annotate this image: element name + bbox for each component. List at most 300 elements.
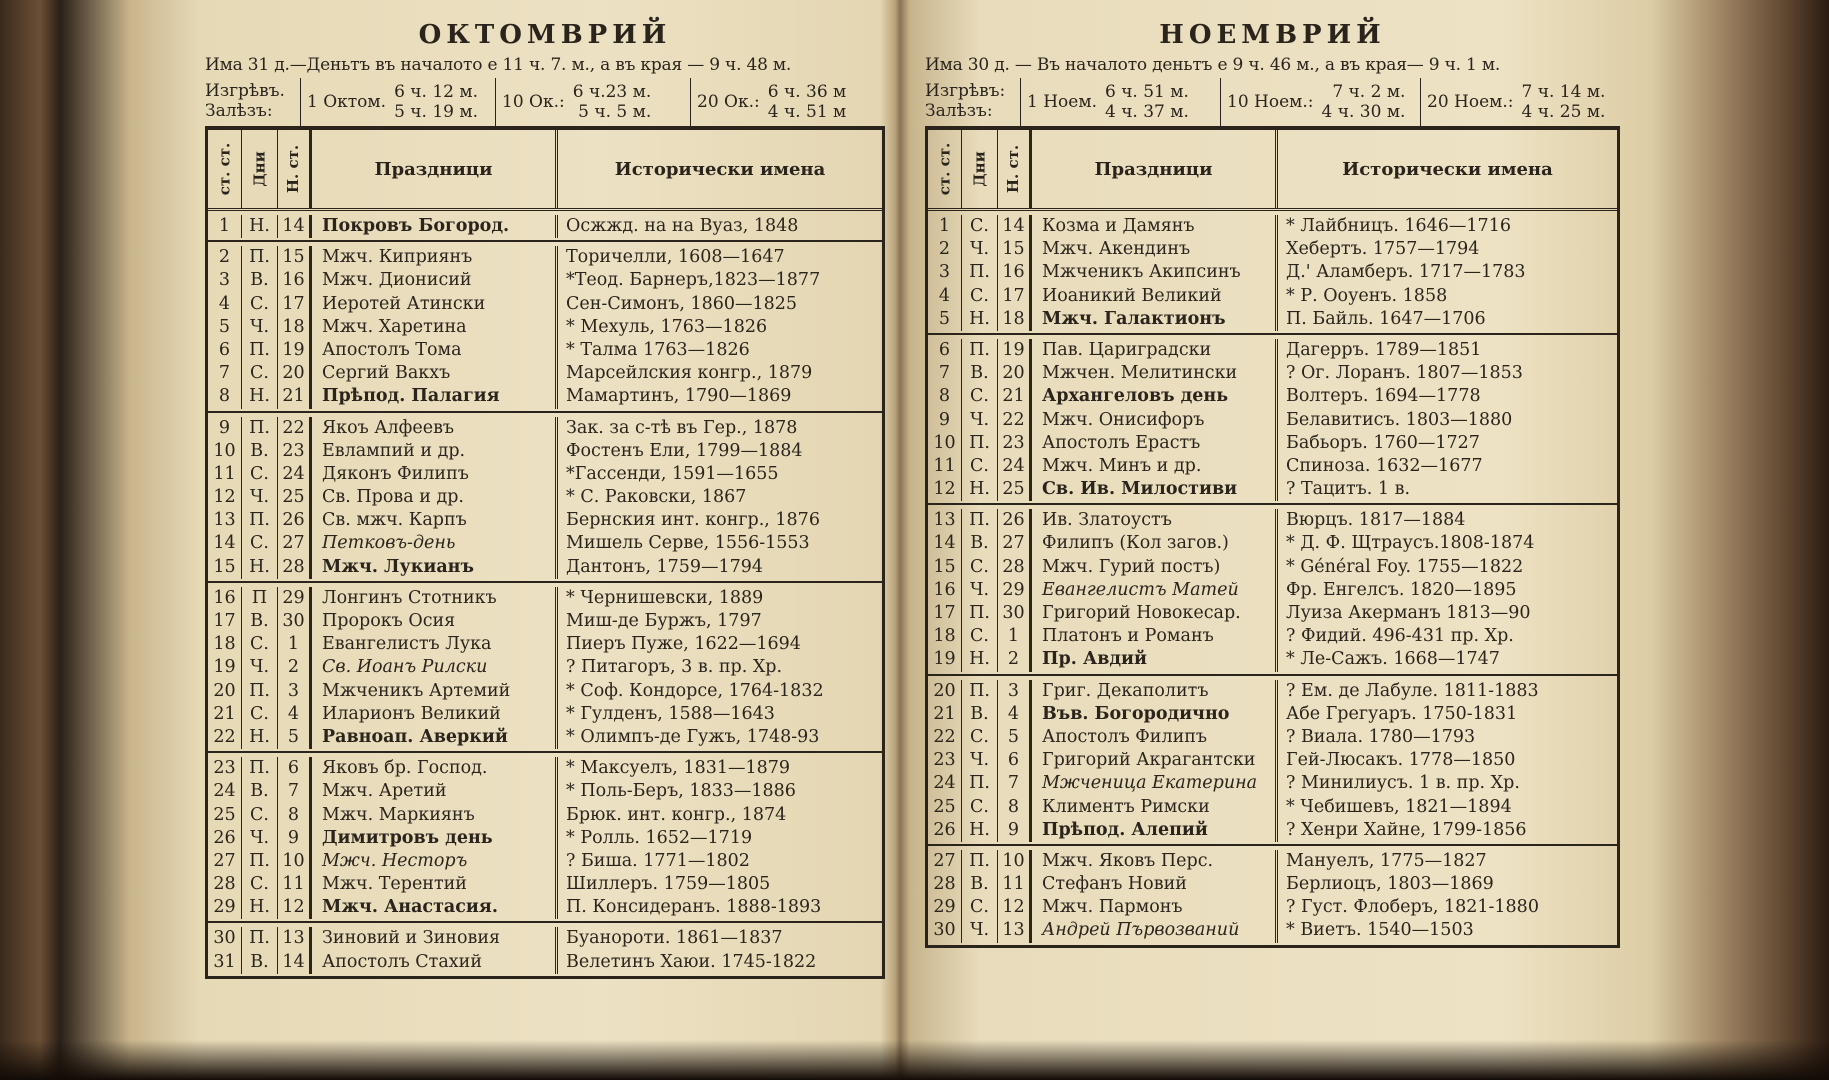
day-number-old: 23 bbox=[998, 432, 1032, 455]
historical-name: * Олимпъ-де Гужъ, 1748-93 bbox=[566, 726, 820, 747]
holiday-name: Св. Иоанъ Рилски bbox=[312, 656, 558, 679]
month-info: Има 30 д. — Въ началото деньтъ е 9 ч. 46 м., а въ края— 9 ч. 1 м. bbox=[925, 55, 1501, 75]
table-header bbox=[208, 130, 882, 211]
holiday-name: Във. Богородично bbox=[1032, 703, 1278, 726]
weekday: С. bbox=[962, 726, 998, 749]
historical-name: Гей-Люсакъ. 1778—1850 bbox=[1286, 750, 1516, 771]
holiday-name: Сергий Вакхъ bbox=[312, 362, 558, 385]
holiday-name: Св. мжч. Карпъ bbox=[312, 509, 558, 532]
table-row bbox=[928, 385, 1617, 408]
table-row bbox=[208, 509, 882, 532]
table-row bbox=[208, 633, 882, 656]
day-number-old: 10 bbox=[278, 850, 312, 873]
day-number-old: 7 bbox=[278, 780, 312, 803]
weekday: Ч. bbox=[962, 919, 998, 942]
sun-cell bbox=[1220, 78, 1420, 126]
table-row bbox=[928, 896, 1617, 919]
day-number-new: 15 bbox=[208, 556, 242, 579]
table-row bbox=[928, 919, 1617, 942]
historical-name: Бабьоръ. 1760—1727 bbox=[1286, 432, 1480, 453]
table-row bbox=[928, 308, 1617, 331]
week-group bbox=[928, 846, 1617, 945]
day-number-old: 28 bbox=[278, 556, 312, 579]
week-group bbox=[928, 211, 1617, 335]
header-holidays: Праздници bbox=[1032, 130, 1278, 208]
table-header bbox=[928, 130, 1617, 211]
day-number-old: 3 bbox=[278, 680, 312, 703]
day-number-new: 8 bbox=[928, 385, 962, 408]
historical-name: * Лайбницъ. 1646—1716 bbox=[1286, 216, 1511, 236]
weekday: Н. bbox=[962, 478, 998, 501]
day-number-new: 17 bbox=[208, 610, 242, 633]
table-row bbox=[208, 316, 882, 339]
right-page-november bbox=[925, 18, 1620, 948]
historical-name: ? Тацитъ. 1 в. bbox=[1286, 479, 1411, 500]
day-number-new: 17 bbox=[928, 602, 962, 625]
day-number-new: 1 bbox=[928, 215, 962, 238]
weekday: В. bbox=[242, 610, 278, 633]
weekday: Н. bbox=[962, 819, 998, 842]
day-number-new: 16 bbox=[208, 587, 242, 610]
day-number-old: 2 bbox=[998, 648, 1032, 671]
weekday: С. bbox=[962, 455, 998, 478]
sunset-time: 4 ч. 51 м bbox=[767, 102, 847, 122]
day-number-old: 14 bbox=[278, 215, 312, 238]
historical-name: Велетинъ Хаюи. 1745-1822 bbox=[566, 951, 817, 972]
weekday: Н. bbox=[962, 648, 998, 671]
historical-name: ? Минилиусъ. 1 в. пр. Хр. bbox=[1286, 773, 1520, 794]
table-body bbox=[928, 211, 1617, 945]
table-row bbox=[928, 749, 1617, 772]
table-row bbox=[928, 362, 1617, 385]
historical-name: Брюк. инт. конгр., 1874 bbox=[566, 804, 787, 825]
day-number-old: 27 bbox=[998, 532, 1032, 555]
table-row bbox=[928, 261, 1617, 284]
day-number-old: 13 bbox=[998, 919, 1032, 942]
day-number-new: 3 bbox=[928, 261, 962, 284]
holiday-name: Св. Прова и др. bbox=[312, 486, 558, 509]
table-row bbox=[928, 556, 1617, 579]
day-number-new: 13 bbox=[208, 509, 242, 532]
weekday: П. bbox=[962, 772, 998, 795]
holiday-name: Мжчен. Мелитински bbox=[1032, 362, 1278, 385]
day-number-old: 4 bbox=[998, 703, 1032, 726]
header-holidays: Праздници bbox=[312, 130, 558, 208]
day-number-new: 13 bbox=[928, 509, 962, 532]
weekday: Ч. bbox=[962, 579, 998, 602]
sunrise-label: Изгрѣвъ. bbox=[205, 81, 285, 101]
holiday-name: Якоъ Алфеевъ bbox=[312, 417, 558, 440]
sun-labels bbox=[205, 78, 300, 126]
day-number-old: 16 bbox=[998, 261, 1032, 284]
historical-name: Шиллеръ. 1759—1805 bbox=[566, 874, 771, 895]
holiday-name: Козма и Дамянъ bbox=[1032, 215, 1278, 238]
holiday-name: Григ. Декаполитъ bbox=[1032, 680, 1278, 703]
day-number-old: 8 bbox=[278, 804, 312, 827]
historical-name: * С. Раковски, 1867 bbox=[566, 487, 747, 508]
holiday-name: Мжч. Несторъ bbox=[312, 850, 558, 873]
table-row bbox=[208, 951, 882, 974]
weekday: Н. bbox=[242, 556, 278, 579]
week-group bbox=[928, 335, 1617, 505]
month-title: ОКТОМВРИЙ bbox=[418, 20, 672, 50]
historical-name: * Д. Ф. Щтраусъ.1808-1874 bbox=[1286, 533, 1535, 554]
table-row bbox=[928, 796, 1617, 819]
day-number-new: 19 bbox=[208, 656, 242, 679]
day-number-new: 4 bbox=[928, 285, 962, 308]
weekday: В. bbox=[962, 703, 998, 726]
week-group bbox=[208, 413, 882, 583]
weekday: Ч. bbox=[242, 316, 278, 339]
holiday-name: Мжч. Акендинъ bbox=[1032, 238, 1278, 261]
holiday-name: Апостолъ Ерастъ bbox=[1032, 432, 1278, 455]
holiday-name: Григорий Новокесар. bbox=[1032, 602, 1278, 625]
day-number-new: 16 bbox=[928, 579, 962, 602]
weekday: П. bbox=[962, 432, 998, 455]
day-number-new: 25 bbox=[208, 804, 242, 827]
holiday-name: Иларионъ Великий bbox=[312, 703, 558, 726]
historical-name: * Гулденъ, 1588—1643 bbox=[566, 703, 775, 724]
holiday-name: Апостолъ Стахий bbox=[312, 951, 558, 974]
weekday: С. bbox=[962, 385, 998, 408]
day-number-new: 22 bbox=[208, 726, 242, 749]
historical-name: ? Виала. 1780—1793 bbox=[1286, 726, 1476, 747]
weekday: С. bbox=[242, 293, 278, 316]
historical-name: ? Ем. де Лабуле. 1811-1883 bbox=[1286, 680, 1539, 701]
week-group bbox=[208, 211, 882, 242]
day-number-new: 21 bbox=[928, 703, 962, 726]
historical-name: ? Биша. 1771—1802 bbox=[566, 850, 750, 871]
header-new-style: ст. ст. bbox=[208, 130, 242, 208]
historical-name: Берлиоцъ, 1803—1869 bbox=[1286, 874, 1494, 895]
historical-name: Торичелли, 1608—1647 bbox=[566, 247, 785, 268]
day-number-new: 2 bbox=[928, 238, 962, 261]
historical-name: Спиноза. 1632—1677 bbox=[1286, 455, 1483, 476]
day-number-old: 11 bbox=[278, 873, 312, 896]
header-days: Дни bbox=[242, 130, 278, 208]
holiday-name: Пав. Цариградски bbox=[1032, 339, 1278, 362]
day-number-new: 30 bbox=[208, 927, 242, 950]
day-number-new: 29 bbox=[928, 896, 962, 919]
sunset-time: 4 ч. 25 м. bbox=[1521, 102, 1606, 122]
historical-name: Марсейлския конгр., 1879 bbox=[566, 363, 813, 384]
table-row bbox=[208, 726, 882, 749]
weekday: Н. bbox=[242, 726, 278, 749]
day-number-new: 11 bbox=[208, 463, 242, 486]
historical-name: *Гассенди, 1591—1655 bbox=[566, 463, 779, 484]
sun-date: 1 Октом. bbox=[307, 92, 387, 112]
historical-name: П. Консидеранъ. 1888-1893 bbox=[566, 897, 822, 918]
weekday: П. bbox=[962, 261, 998, 284]
table-row bbox=[208, 463, 882, 486]
sunrise-time: 7 ч. 14 м. bbox=[1521, 82, 1606, 102]
weekday: П. bbox=[242, 246, 278, 269]
weekday: С. bbox=[242, 633, 278, 656]
historical-name: Миш-де Буржъ, 1797 bbox=[566, 611, 762, 631]
day-number-old: 20 bbox=[278, 362, 312, 385]
historical-name: * Талма 1763—1826 bbox=[566, 339, 750, 360]
day-number-new: 20 bbox=[208, 680, 242, 703]
day-number-new: 10 bbox=[208, 440, 242, 463]
table-row bbox=[208, 703, 882, 726]
header-old-style: Н. ст. bbox=[278, 130, 312, 208]
day-number-new: 15 bbox=[928, 556, 962, 579]
day-number-new: 11 bbox=[928, 455, 962, 478]
sun-cell bbox=[495, 78, 690, 126]
day-number-old: 19 bbox=[998, 339, 1032, 362]
day-number-old: 18 bbox=[998, 308, 1032, 331]
historical-name: ? Фидий. 496-431 пр. Хр. bbox=[1286, 626, 1514, 647]
day-number-new: 5 bbox=[928, 308, 962, 331]
day-number-old: 30 bbox=[998, 602, 1032, 625]
table-row bbox=[928, 509, 1617, 532]
holiday-name: Мжч. Харетина bbox=[312, 316, 558, 339]
day-number-new: 10 bbox=[928, 432, 962, 455]
weekday: В. bbox=[242, 780, 278, 803]
day-number-new: 27 bbox=[928, 850, 962, 873]
day-number-new: 20 bbox=[928, 680, 962, 703]
historical-name: * Поль-Беръ, 1833—1886 bbox=[566, 781, 796, 802]
holiday-name: Мжченица Екатерина bbox=[1032, 772, 1278, 795]
day-number-old: 17 bbox=[998, 285, 1032, 308]
sunset-label: Залѣзъ: bbox=[925, 101, 993, 121]
day-number-new: 7 bbox=[208, 362, 242, 385]
day-number-new: 23 bbox=[928, 749, 962, 772]
holiday-name: Андрей Първозваний bbox=[1032, 919, 1278, 942]
historical-name: * Р. Ооуенъ. 1858 bbox=[1286, 285, 1448, 306]
historical-name: Д.' Аламберъ. 1717—1783 bbox=[1286, 262, 1526, 283]
day-number-old: 30 bbox=[278, 610, 312, 633]
day-number-old: 9 bbox=[998, 819, 1032, 842]
holiday-name: Мжч. Онисифоръ bbox=[1032, 409, 1278, 432]
holiday-name: Димитровъ день bbox=[312, 827, 558, 850]
day-number-new: 6 bbox=[208, 339, 242, 362]
day-number-new: 12 bbox=[928, 478, 962, 501]
table-row bbox=[928, 680, 1617, 703]
historical-name: Луиза Акерманъ 1813—90 bbox=[1286, 603, 1531, 623]
day-number-new: 30 bbox=[928, 919, 962, 942]
holiday-name: Апостолъ Филипъ bbox=[1032, 726, 1278, 749]
historical-name: ? Ог. Лоранъ. 1807—1853 bbox=[1286, 363, 1523, 384]
weekday: В. bbox=[962, 362, 998, 385]
day-number-old: 1 bbox=[998, 625, 1032, 648]
day-number-new: 12 bbox=[208, 486, 242, 509]
table-row bbox=[208, 896, 882, 919]
historical-name: Волтеръ. 1694—1778 bbox=[1286, 386, 1481, 407]
table-row bbox=[928, 215, 1617, 238]
day-number-old: 15 bbox=[278, 246, 312, 269]
historical-name: * Général Foy. 1755—1822 bbox=[1286, 556, 1524, 577]
day-number-old: 5 bbox=[998, 726, 1032, 749]
day-number-new: 18 bbox=[208, 633, 242, 656]
holiday-name: Покровъ Богород. bbox=[312, 215, 558, 238]
historical-name: * Мехуль, 1763—1826 bbox=[566, 316, 768, 337]
table-row bbox=[208, 246, 882, 269]
sunset-label: Залѣзъ: bbox=[205, 101, 273, 121]
sun-cell bbox=[690, 78, 885, 126]
weekday: Ч. bbox=[962, 238, 998, 261]
header-historical: Исторически имена bbox=[614, 158, 826, 180]
weekday: Ч. bbox=[242, 486, 278, 509]
table-row bbox=[208, 293, 882, 316]
sunset-time: 5 ч. 5 м. bbox=[578, 102, 652, 122]
holiday-name: Евлампий и др. bbox=[312, 440, 558, 463]
historical-name: Дантонъ, 1759—1794 bbox=[566, 556, 764, 577]
weekday: С. bbox=[242, 703, 278, 726]
day-number-old: 15 bbox=[998, 238, 1032, 261]
weekday: С. bbox=[242, 804, 278, 827]
table-row bbox=[928, 850, 1617, 873]
holiday-name: Мжч. Маркиянъ bbox=[312, 804, 558, 827]
weekday: П. bbox=[962, 339, 998, 362]
header-new-style: ст. ст. bbox=[928, 130, 962, 208]
sunrise-time: 6 ч. 36 м bbox=[767, 82, 847, 102]
holiday-name: Равноап. Аверкий bbox=[312, 726, 558, 749]
weekday: С. bbox=[962, 556, 998, 579]
holiday-name: Яковъ бр. Господ. bbox=[312, 757, 558, 780]
historical-name: Пиеръ Пуже, 1622—1694 bbox=[566, 634, 801, 655]
table-row bbox=[208, 486, 882, 509]
weekday: Ч. bbox=[962, 749, 998, 772]
day-number-new: 2 bbox=[208, 246, 242, 269]
historical-name: Зак. за с-тѣ въ Гер., 1878 bbox=[566, 417, 798, 438]
historical-name: Мамартинъ, 1790—1869 bbox=[566, 386, 792, 407]
day-number-new: 4 bbox=[208, 293, 242, 316]
historical-name: Дагерръ. 1789—1851 bbox=[1286, 339, 1482, 360]
table-row bbox=[928, 819, 1617, 842]
historical-name: ? Питагоръ, 3 в. пр. Хр. bbox=[566, 657, 783, 678]
week-group bbox=[928, 505, 1617, 675]
day-number-old: 26 bbox=[278, 509, 312, 532]
holiday-name: Мжч. Анастасия. bbox=[312, 896, 558, 919]
weekday: В. bbox=[962, 873, 998, 896]
week-group bbox=[928, 676, 1617, 846]
calendar-table bbox=[205, 128, 885, 979]
day-number-new: 14 bbox=[208, 532, 242, 555]
weekday: В. bbox=[242, 269, 278, 292]
table-row bbox=[928, 339, 1617, 362]
holiday-name: Платонъ и Романъ bbox=[1032, 625, 1278, 648]
sun-cell bbox=[1020, 78, 1220, 126]
calendar-table bbox=[925, 128, 1620, 948]
day-number-new: 9 bbox=[208, 417, 242, 440]
table-row bbox=[208, 850, 882, 873]
weekday: С. bbox=[962, 215, 998, 238]
sunrise-time: 6 ч. 12 м. bbox=[394, 82, 478, 102]
weekday: П. bbox=[242, 757, 278, 780]
table-row bbox=[208, 339, 882, 362]
weekday: В. bbox=[242, 951, 278, 974]
table-row bbox=[928, 455, 1617, 478]
weekday: П. bbox=[242, 339, 278, 362]
table-row bbox=[208, 804, 882, 827]
holiday-name: Архангеловъ день bbox=[1032, 385, 1278, 408]
sun-labels bbox=[925, 78, 1020, 126]
weekday: П. bbox=[962, 602, 998, 625]
table-row bbox=[928, 648, 1617, 671]
table-row bbox=[928, 873, 1617, 896]
holiday-name: Мжч. Гурий постъ) bbox=[1032, 556, 1278, 579]
holiday-name: Евангелистъ Лука bbox=[312, 633, 558, 656]
table-row bbox=[928, 772, 1617, 795]
holiday-name: Прѣпод. Палагия bbox=[312, 385, 558, 408]
day-number-old: 10 bbox=[998, 850, 1032, 873]
sun-cell bbox=[300, 78, 495, 126]
holiday-name: Апостолъ Тома bbox=[312, 339, 558, 362]
holiday-name: Ив. Златоустъ bbox=[1032, 509, 1278, 532]
historical-name: * Максуелъ, 1831—1879 bbox=[566, 758, 791, 779]
day-number-old: 24 bbox=[998, 455, 1032, 478]
day-number-old: 1 bbox=[278, 633, 312, 656]
historical-name: П. Байль. 1647—1706 bbox=[1286, 308, 1486, 329]
weekday: С. bbox=[242, 463, 278, 486]
day-number-new: 28 bbox=[208, 873, 242, 896]
sunset-time: 5 ч. 19 м. bbox=[394, 102, 478, 122]
holiday-name: Иоаникий Великий bbox=[1032, 285, 1278, 308]
sunset-time: 4 ч. 30 м. bbox=[1321, 102, 1406, 122]
sun-cell bbox=[1420, 78, 1620, 126]
weekday: Ч. bbox=[242, 656, 278, 679]
week-group bbox=[208, 753, 882, 923]
weekday: Ч. bbox=[242, 827, 278, 850]
holiday-name: Мжч. Киприянъ bbox=[312, 246, 558, 269]
weekday: П. bbox=[962, 509, 998, 532]
day-number-old: 22 bbox=[998, 409, 1032, 432]
sun-date: 10 Ноем.: bbox=[1227, 92, 1314, 112]
table-row bbox=[208, 587, 882, 610]
table-row bbox=[208, 269, 882, 292]
day-number-new: 31 bbox=[208, 951, 242, 974]
day-number-new: 26 bbox=[928, 819, 962, 842]
table-row bbox=[208, 610, 882, 633]
day-number-new: 29 bbox=[208, 896, 242, 919]
historical-name: * Виетъ. 1540—1503 bbox=[1286, 920, 1474, 941]
holiday-name: Мжч. Аретий bbox=[312, 780, 558, 803]
holiday-name: Лонгинъ Стотникъ bbox=[312, 587, 558, 610]
historical-name: Мишель Серве, 1556-1553 bbox=[566, 533, 810, 554]
book-shadow bbox=[0, 1040, 1829, 1080]
historical-name: ? Густ. Флоберъ, 1821-1880 bbox=[1286, 897, 1539, 918]
sunrise-time: 6 ч.23 м. bbox=[572, 82, 652, 102]
day-number-old: 14 bbox=[278, 951, 312, 974]
sun-date: 1 Ноем. bbox=[1027, 92, 1097, 112]
table-row bbox=[208, 873, 882, 896]
historical-name: Фр. Енгелсъ. 1820—1895 bbox=[1286, 579, 1517, 600]
table-row bbox=[928, 602, 1617, 625]
day-number-old: 21 bbox=[998, 385, 1032, 408]
day-number-old: 12 bbox=[998, 896, 1032, 919]
table-row bbox=[928, 703, 1617, 726]
table-row bbox=[208, 440, 882, 463]
sun-date: 20 Ноем.: bbox=[1427, 92, 1514, 112]
day-number-old: 11 bbox=[998, 873, 1032, 896]
table-row bbox=[208, 927, 882, 950]
day-number-new: 8 bbox=[208, 385, 242, 408]
table-row bbox=[928, 285, 1617, 308]
historical-name: * Ролль. 1652—1719 bbox=[566, 827, 753, 848]
day-number-new: 23 bbox=[208, 757, 242, 780]
day-number-new: 9 bbox=[928, 409, 962, 432]
table-row bbox=[208, 827, 882, 850]
table-row bbox=[928, 432, 1617, 455]
weekday: С. bbox=[242, 362, 278, 385]
weekday: С. bbox=[962, 896, 998, 919]
day-number-new: 28 bbox=[928, 873, 962, 896]
table-row bbox=[208, 362, 882, 385]
day-number-old: 29 bbox=[278, 587, 312, 610]
holiday-name: Мжч. Яковъ Перс. bbox=[1032, 850, 1278, 873]
day-number-new: 14 bbox=[928, 532, 962, 555]
